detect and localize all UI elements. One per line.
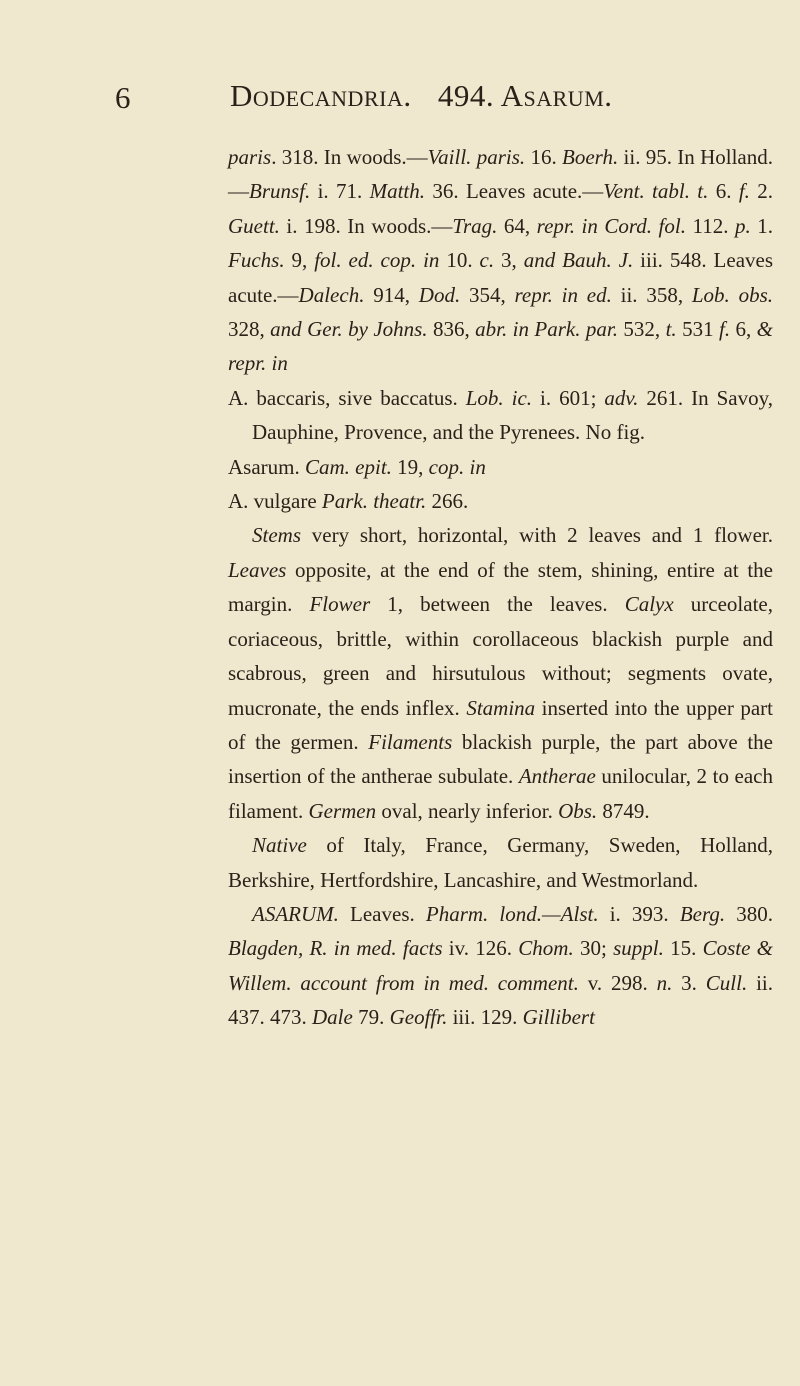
paragraph	[228, 518, 773, 828]
italic-text: Vent. tabl. t.	[603, 179, 709, 204]
italic-text: and Ger. by Johns.	[270, 317, 428, 342]
text-run: 531	[676, 317, 719, 342]
italic-text: Lob. obs.	[691, 282, 774, 307]
text-run: Asarum.	[228, 454, 305, 479]
text-run: i. 393.	[598, 901, 680, 926]
text-run: 836,	[427, 317, 476, 342]
italic-text: n.	[656, 970, 673, 995]
italic-text: abr. in Park. par.	[475, 317, 618, 342]
italic-text: Trag.	[452, 213, 498, 238]
text-run: 36. Leaves acute.—	[425, 179, 604, 204]
italic-text: Dale	[312, 1005, 353, 1030]
text-run: . 318. In woods.—	[271, 145, 428, 169]
text-run: 16.	[525, 145, 563, 169]
italic-text: f.	[718, 317, 731, 342]
italic-text: Dod.	[418, 282, 461, 307]
text-run: 30;	[573, 936, 614, 961]
text-run: iii. 548. Leaves acute.—	[228, 248, 774, 307]
italic-text: Park. theatr.	[321, 489, 427, 514]
text-run: 9,	[284, 248, 315, 273]
italic-text: Dalech.	[298, 282, 365, 307]
italic-text: c.	[479, 248, 495, 273]
italic-text: Vaill. paris.	[427, 145, 526, 169]
text-run: 261. In Savoy, Dauphine, Provence, and the Pyrenees. No fig.	[252, 385, 773, 445]
page-number: 6	[115, 80, 131, 115]
text-run: opposite, at the end of the stem, shining, entire at the margin.	[228, 557, 773, 617]
text-run: 3.	[672, 970, 706, 995]
paragraph	[228, 897, 773, 1035]
italic-text: ASARUM.	[252, 901, 339, 926]
italic-text: Stamina	[466, 695, 536, 720]
italic-text: Blagden, R. in med. facts	[228, 936, 443, 961]
italic-text: paris	[228, 145, 272, 169]
italic-text: f.	[738, 179, 750, 204]
italic-text: adv.	[604, 385, 639, 410]
text-run: i. 198. In woods.—	[279, 213, 453, 238]
italic-text: Geoffr.	[389, 1005, 448, 1030]
italic-text: Cull.	[705, 970, 748, 995]
text-run: Leaves.	[338, 901, 426, 926]
text-run: 10.	[439, 248, 480, 273]
text-run: 380.	[725, 901, 773, 926]
text-run: 354,	[460, 282, 515, 307]
text-run: 328,	[228, 317, 271, 342]
text-run: blackish purple, the part above the insertion of the antherae subulate.	[228, 729, 773, 789]
text-run: 3,	[494, 248, 524, 273]
italic-text: Native	[252, 833, 307, 858]
italic-text: Antherae	[518, 764, 596, 789]
text-run: 15.	[663, 936, 703, 961]
text-run: 112.	[685, 213, 735, 238]
italic-text: Coste & Willem. account from in med. comment.	[228, 936, 773, 995]
italic-text: Chom.	[518, 936, 574, 961]
text-run: i. 71.	[310, 179, 370, 204]
paragraph	[228, 828, 773, 897]
italic-text: Gillibert	[522, 1005, 595, 1030]
italic-text: Obs.	[558, 798, 598, 823]
text-run: 1, between the leaves.	[370, 592, 625, 617]
text-run: 64,	[497, 213, 537, 238]
text-run: i. 601;	[532, 385, 605, 410]
italic-text: repr. in ed.	[514, 282, 612, 307]
italic-text: Berg.	[679, 901, 726, 926]
paragraph	[228, 381, 773, 450]
text-run: urceolate, coriaceous, brittle, within corollaceous blackish purple and scabrous, green and hirsutulous without; segments ovate, mucronate, the ends inflex.	[228, 592, 773, 720]
genus-number: 494.	[437, 78, 495, 113]
italic-text: Germen	[308, 798, 377, 823]
text-run: very short, horizontal, with 2 leaves and 1 flower.	[301, 523, 773, 548]
italic-text: p.	[734, 213, 751, 238]
italic-text: Cam. epit.	[305, 454, 392, 479]
italic-text: Brunsf.	[249, 179, 311, 204]
text-run: A. vulgare	[228, 489, 322, 514]
text-run: 2.	[749, 179, 773, 204]
text-run: 266.	[426, 489, 469, 514]
italic-text: Calyx	[624, 592, 674, 617]
italic-text: fol. ed. cop. in	[314, 248, 440, 273]
text-run: oval, nearly inferior.	[376, 798, 559, 823]
italic-text: Stems	[252, 523, 301, 548]
italic-text: Leaves	[228, 557, 287, 582]
italic-text: Boerh.	[562, 145, 619, 169]
genus-name: Asarum.	[500, 78, 613, 113]
italic-text: Fuchs.	[228, 248, 285, 273]
paragraph	[228, 484, 773, 518]
text-run: ii. 437. 473.	[228, 970, 774, 1030]
text-run: of Italy, France, Germany, Sweden, Holland, Berkshire, Hertfordshire, Lancashire, and Westmorland.	[228, 833, 773, 892]
section-name: Dodecandria.	[230, 78, 412, 113]
text-run: 6,	[730, 317, 757, 342]
italic-text: Pharm. lond.—Alst.	[425, 901, 599, 926]
text-run: 19,	[391, 454, 429, 479]
body-text	[228, 140, 773, 1035]
paragraph	[228, 140, 773, 381]
italic-text: & repr. in	[228, 317, 773, 376]
italic-text: Filaments	[368, 729, 453, 754]
text-run: 6.	[708, 179, 739, 204]
text-run: 79.	[352, 1005, 390, 1030]
text-run: A. baccaris, sive baccatus.	[228, 385, 466, 410]
running-title	[230, 78, 613, 114]
italic-text: Guett.	[228, 213, 280, 238]
text-run: iv. 126.	[442, 936, 519, 961]
text-run: 1.	[750, 213, 773, 238]
italic-text: repr. in Cord. fol.	[536, 213, 686, 238]
text-run: 8749.	[597, 798, 650, 823]
italic-text: Flower	[309, 592, 371, 617]
text-run: 532,	[617, 317, 666, 342]
text-run: ii. 358,	[611, 282, 692, 307]
text-run: v. 298.	[578, 970, 657, 995]
text-run: inserted into the upper part of the germen.	[228, 695, 773, 754]
italic-text: Lob. ic.	[465, 385, 533, 410]
italic-text: and Bauh. J.	[523, 248, 634, 273]
text-run: unilocular, 2 to each filament.	[228, 764, 773, 823]
italic-text: suppl.	[613, 936, 664, 961]
page-header	[115, 78, 740, 122]
italic-text: t.	[665, 317, 677, 342]
paragraph	[228, 450, 773, 484]
italic-text: Matth.	[369, 179, 426, 204]
text-run: ii. 95. In Holland.—	[228, 145, 773, 204]
text-run: iii. 129.	[447, 1005, 523, 1030]
italic-text: cop. in	[428, 454, 486, 479]
text-run: 914,	[364, 282, 419, 307]
